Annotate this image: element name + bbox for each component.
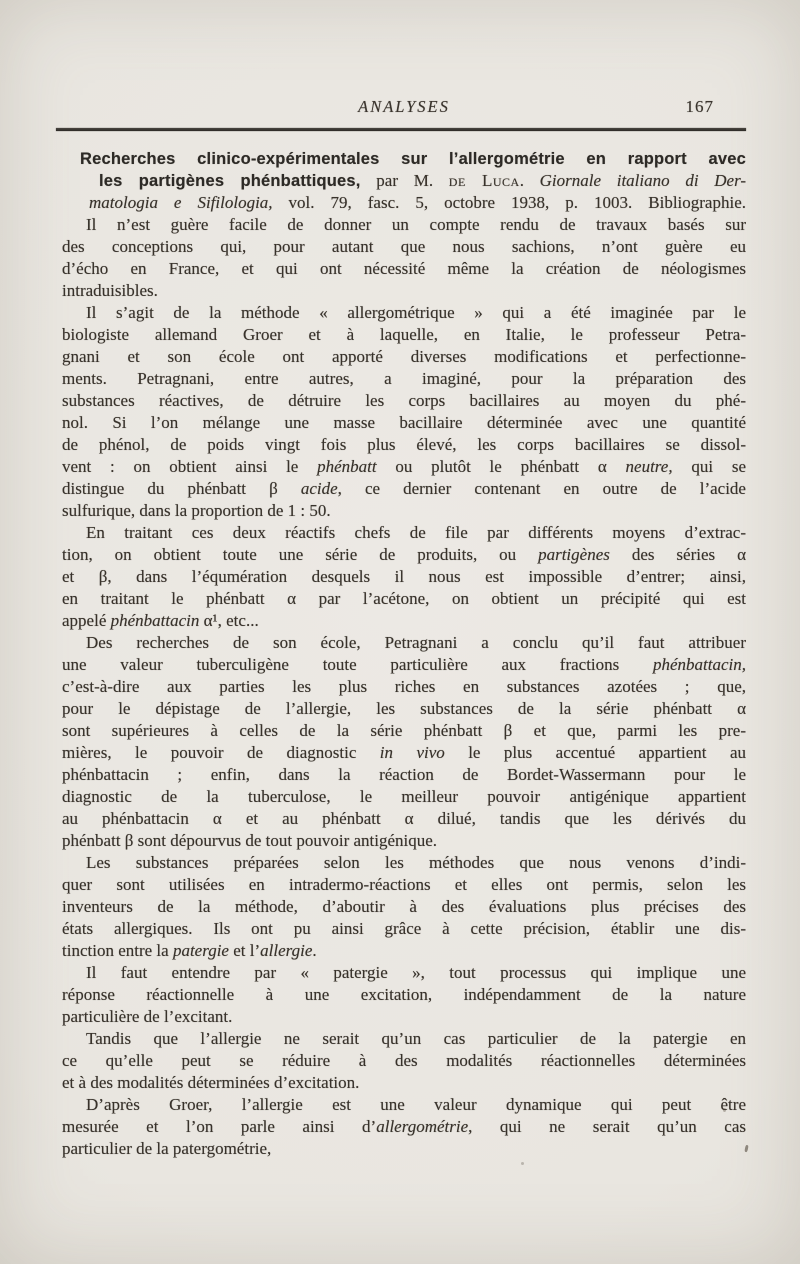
text-segment: états allergiques. Ils ont pu ainsi grâce à cette précision, établir une dis- xyxy=(62,919,746,938)
page-number: 167 xyxy=(685,97,714,116)
text-segment: ce qu’elle peut se réduire à des modalités réactionnelles déterminées xyxy=(62,1051,746,1070)
page-header xyxy=(62,97,746,117)
text-segment: une valeur tuberculigène toute particulière aux fractions xyxy=(62,655,653,674)
text-line xyxy=(62,632,746,654)
text-line xyxy=(62,434,746,456)
text-line xyxy=(62,456,746,478)
text-segment: partigènes xyxy=(538,545,610,564)
text-line xyxy=(62,676,746,698)
text-line xyxy=(62,808,746,830)
text-line xyxy=(62,852,746,874)
text-segment: En traitant ces deux réactifs chefs de file par différents moyens d’extrac- xyxy=(86,523,746,542)
text-segment: d’écho en France, et qui ont nécessité même la création de néologismes xyxy=(62,259,746,278)
text-line xyxy=(62,390,746,412)
text-line xyxy=(62,170,746,192)
text-segment: Giornale italiano di Der- xyxy=(539,171,746,190)
text-segment: D’après Groer, l’allergie est une valeur dynamique qui peut être xyxy=(86,1095,746,1114)
text-line xyxy=(62,500,746,522)
text-segment: de Luca xyxy=(448,171,520,190)
text-segment: c’est-à-dire aux parties les plus riches en substances azotées ; que, xyxy=(62,677,746,696)
text-line xyxy=(62,1028,746,1050)
text-segment: mesurée et l’on parle ainsi d’ xyxy=(62,1117,377,1136)
scan-speck xyxy=(521,1162,524,1165)
text-segment: particulière de l’excitant. xyxy=(62,1007,233,1026)
text-segment: intraduisibles. xyxy=(62,281,158,300)
text-segment: des séries α xyxy=(609,545,746,564)
text-segment: Des recherches de son école, Petragnani a conclu qu’il faut attribuer xyxy=(86,633,746,652)
text-segment: par M. xyxy=(360,171,449,190)
text-line xyxy=(62,214,746,236)
paragraph xyxy=(62,1094,746,1160)
text-line xyxy=(62,192,746,214)
text-line xyxy=(62,346,746,368)
text-line xyxy=(62,896,746,918)
text-segment: gnani et son école ont apporté diverses modifications et perfectionne- xyxy=(62,347,746,366)
text-segment: Tandis que l’allergie ne serait qu’un cas particulier de la patergie en xyxy=(86,1029,746,1048)
text-segment: allergie xyxy=(260,941,313,960)
text-segment: inventeurs de la méthode, d’aboutir à des évaluations plus précises des xyxy=(62,897,746,916)
text-segment: . xyxy=(312,941,317,960)
text-line xyxy=(62,236,746,258)
text-line xyxy=(62,984,746,1006)
text-segment: les partigènes phénbattiques, xyxy=(99,172,361,190)
text-segment: ments. Petragnani, entre autres, a imaginé, pour la préparation des xyxy=(62,369,746,388)
text-segment: phénbattacin, xyxy=(652,655,746,674)
text-segment: pour le dépistage de l’allergie, les substances de la série phénbatt α xyxy=(62,699,746,718)
text-segment: . xyxy=(519,171,540,190)
text-segment: , ce dernier contenant en outre de l’acide xyxy=(337,479,746,498)
text-segment: en traitant le phénbatt α par l’acétone, on obtient un précipité qui est xyxy=(62,589,746,608)
text-segment: sont supérieures à celles de la série phénbatt β et que, parmi les pre- xyxy=(62,721,746,740)
header-rule xyxy=(56,128,746,131)
text-segment: phénbattacin xyxy=(110,611,200,630)
text-segment: allergométrie xyxy=(376,1117,469,1136)
text-line xyxy=(62,302,746,324)
paragraph xyxy=(62,1028,746,1094)
text-segment: réponse réactionnelle à une excitation, indépendamment de la nature xyxy=(62,985,746,1004)
text-line xyxy=(62,1116,746,1138)
text-segment: vol. 79, fasc. 5, octobre 1938, p. 1003. Bibliographie. xyxy=(272,193,746,212)
text-segment: biologiste allemand Groer et à laquelle, en Italie, le professeur Petra- xyxy=(62,325,746,344)
text-segment: de phénol, de poids vingt fois plus élevé, les corps bacillaires se dissol- xyxy=(62,435,746,454)
text-segment: α¹, etc... xyxy=(199,611,259,630)
reference-entry xyxy=(62,148,746,214)
text-line xyxy=(62,368,746,390)
text-line xyxy=(62,742,746,764)
text-segment: Il s’agit de la méthode « allergométrique » qui a été imaginée par le xyxy=(86,303,746,322)
text-line xyxy=(62,720,746,742)
text-line xyxy=(62,610,746,632)
text-segment: neutre, xyxy=(625,457,673,476)
article-body xyxy=(62,148,746,1160)
text-segment: matologia e Sifilologia, xyxy=(89,193,273,212)
text-segment: phénbattacin ; enfin, dans la réaction de Bordet-Wassermann pour le xyxy=(62,765,746,784)
text-line xyxy=(62,940,746,962)
text-segment: Recherches clinico-expérimentales sur l’allergométrie en rapport avec xyxy=(80,150,746,168)
text-line xyxy=(62,522,746,544)
text-segment: tinction entre la xyxy=(62,941,173,960)
text-line xyxy=(62,1072,746,1094)
text-segment: acide xyxy=(300,479,338,498)
paragraph xyxy=(62,214,746,302)
text-segment: et à des modalités déterminées d’excitation. xyxy=(62,1073,360,1092)
text-segment: nol. Si l’on mélange une masse bacillaire déterminée avec une quantité xyxy=(62,413,746,432)
paragraph xyxy=(62,632,746,852)
text-line xyxy=(62,324,746,346)
text-line xyxy=(62,1006,746,1028)
text-segment: mières, le pouvoir de diagnostic xyxy=(62,743,380,762)
text-segment: Il faut entendre par « patergie », tout processus qui implique une xyxy=(86,963,746,982)
text-line xyxy=(62,654,746,676)
running-title: ANALYSES xyxy=(358,97,450,116)
text-line xyxy=(62,280,746,302)
text-line xyxy=(62,764,746,786)
text-segment: diagnostic de la tuberculose, le meilleur pouvoir antigénique appartient xyxy=(62,787,746,806)
text-line xyxy=(62,566,746,588)
text-line xyxy=(62,544,746,566)
text-segment: distingue du phénbatt β xyxy=(62,479,301,498)
text-line xyxy=(62,698,746,720)
text-line xyxy=(62,148,746,170)
text-line xyxy=(62,874,746,896)
text-segment: patergie xyxy=(172,941,229,960)
text-segment: le plus accentué appartient au xyxy=(444,743,746,762)
text-line xyxy=(62,412,746,434)
text-segment: ou plutôt le phénbatt α xyxy=(376,457,626,476)
text-segment: et l’ xyxy=(228,941,261,960)
text-line xyxy=(62,786,746,808)
text-line xyxy=(62,588,746,610)
text-segment: vent : on obtient ainsi le xyxy=(62,457,318,476)
text-segment: tion, on obtient toute une série de produits, ou xyxy=(62,545,539,564)
text-line xyxy=(62,1094,746,1116)
paragraph xyxy=(62,302,746,522)
text-segment: et β, dans l’équmération desquels il nous est impossible d’entrer; ainsi, xyxy=(62,567,746,586)
paragraph xyxy=(62,852,746,962)
text-line xyxy=(62,918,746,940)
text-segment: , qui ne serait qu’un cas xyxy=(468,1117,746,1136)
text-segment: au phénbattacin α et au phénbatt α dilué, tandis que les dérivés du xyxy=(62,809,746,828)
text-segment: Il n’est guère facile de donner un compte rendu de travaux basés sur xyxy=(86,215,746,234)
text-line xyxy=(62,1138,746,1160)
text-line xyxy=(62,258,746,280)
text-segment: phénbatt xyxy=(317,457,377,476)
text-segment: sulfurique, dans la proportion de 1 : 50. xyxy=(62,501,331,520)
text-line xyxy=(62,1050,746,1072)
paragraph xyxy=(62,522,746,632)
text-line xyxy=(62,478,746,500)
text-segment: particulier de la patergométrie, xyxy=(62,1139,272,1158)
text-segment: appelé xyxy=(62,611,111,630)
text-segment: quer sont utilisées en intradermo-réactions et elles ont permis, selon les xyxy=(62,875,746,894)
text-line xyxy=(62,962,746,984)
text-segment: substances réactives, de détruire les corps bacillaires au moyen du phé- xyxy=(62,391,746,410)
text-segment: Les substances préparées selon les méthodes que nous venons d’indi- xyxy=(86,853,746,872)
text-segment: qui se xyxy=(672,457,746,476)
text-line xyxy=(62,830,746,852)
text-segment: phénbatt β sont dépourvus de tout pouvoir antigénique. xyxy=(62,831,438,850)
paragraph xyxy=(62,962,746,1028)
text-segment: des conceptions qui, pour autant que nous sachions, n’ont guère eu xyxy=(62,237,746,256)
text-segment: in vivo xyxy=(379,743,445,762)
